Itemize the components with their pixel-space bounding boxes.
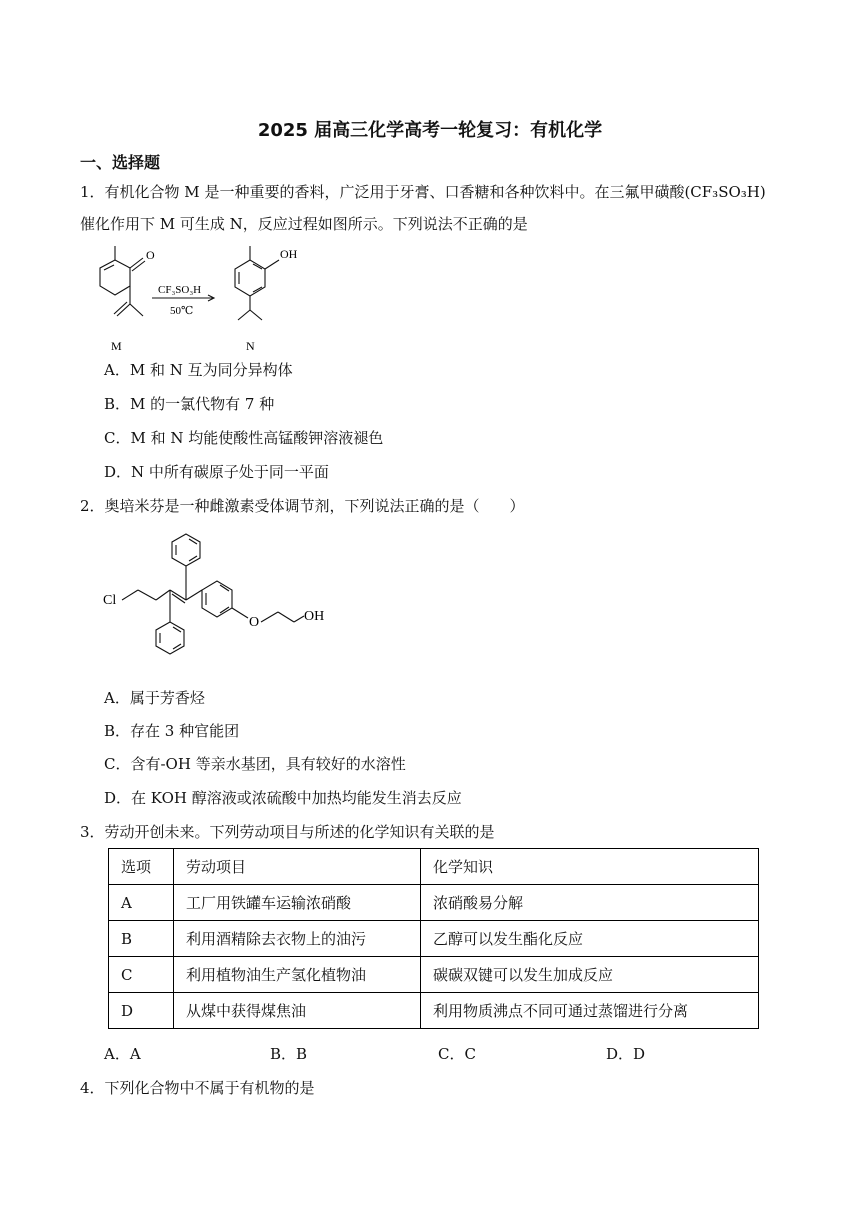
q2-option-c[interactable]: C．含有-OH 等亲水基团，具有较好的水溶性 (104, 755, 406, 773)
table-cell: A (109, 885, 174, 921)
n-oh-bond (265, 260, 279, 269)
q2-option-a[interactable]: A．属于芳香烃 (104, 689, 205, 707)
n-oh-label: OH (280, 247, 298, 261)
table-cell: 利用酒精除去衣物上的油污 (174, 921, 421, 957)
table-cell: 碳碳双键可以发生加成反应 (421, 957, 759, 993)
table-header-cell: 选项 (109, 849, 174, 885)
chain-bond (156, 590, 170, 600)
q1-stem-line1: 1．有机化合物 M 是一种重要的香料，广泛用于牙膏、口香糖和各种饮料中。在三氟甲磺酸(CF₃SO₃H) (80, 183, 766, 201)
q2-stem: 2．奥培米芬是一种雌激素受体调节剂，下列说法正确的是（ ） (80, 497, 525, 515)
n-label: N (246, 339, 255, 353)
q3-stem: 3．劳动开创未来。下列劳动项目与所述的化学知识有关联的是 (80, 823, 495, 841)
table-row (109, 885, 759, 921)
condition-label: 50℃ (170, 305, 194, 317)
chain-bond (138, 590, 156, 600)
q1-stem-line2: 催化作用下 M 可生成 N，反应过程如图所示。下列说法不正确的是 (80, 215, 528, 233)
section-heading: 一、选择题 (80, 153, 161, 172)
q3-answer-c[interactable]: C．C (438, 1045, 476, 1063)
q3-answer-a[interactable]: A．A (104, 1045, 141, 1063)
table-header-row (109, 849, 759, 885)
q1-option-b[interactable]: B．M 的一氯代物有 7 种 (104, 395, 275, 413)
m-double-bond (104, 265, 114, 270)
m-label: M (111, 339, 122, 353)
hydroxyl-label: OH (304, 609, 325, 624)
q4-stem: 4．下列化合物中不属于有机物的是 (80, 1079, 315, 1097)
table-row (109, 921, 759, 957)
n-isopropyl-branch (238, 310, 250, 320)
table-cell: C (109, 957, 174, 993)
q2-option-b[interactable]: B．存在 3 种官能团 (104, 722, 240, 740)
table-cell: 从煤中获得煤焦油 (174, 993, 421, 1029)
q2-option-d[interactable]: D．在 KOH 醇溶液或浓硫酸中加热均能发生消去反应 (104, 789, 462, 807)
q1-reaction-figure (90, 238, 330, 358)
m-oxygen-label: O (146, 248, 155, 262)
m-vinyl-methyl (130, 304, 143, 316)
q3-answer-d[interactable]: D．D (606, 1045, 646, 1063)
table-cell: 利用植物油生产氢化植物油 (174, 957, 421, 993)
table-cell: 利用物质沸点不同可通过蒸馏进行分离 (421, 993, 759, 1029)
table-cell: 浓硝酸易分解 (421, 885, 759, 921)
chlorine-label: Cl (103, 593, 117, 608)
ring-link (186, 590, 202, 600)
cl-bond (122, 590, 138, 600)
q3-table (108, 848, 759, 1029)
ether-bond (232, 608, 248, 618)
q2-structure-figure (98, 526, 338, 671)
ether-bond (261, 612, 278, 622)
table-header-cell: 劳动项目 (174, 849, 421, 885)
q1-option-d[interactable]: D．N 中所有碳原子处于同一平面 (104, 463, 329, 481)
table-row (109, 957, 759, 993)
m-carbonyl (130, 258, 143, 268)
n-isopropyl-branch (250, 310, 262, 320)
page-title: 2025 届高三化学高考一轮复习：有机化学 (257, 120, 603, 141)
table-cell: 乙醇可以发生酯化反应 (421, 921, 759, 957)
oh-bond (294, 616, 304, 622)
chain-bond (278, 612, 294, 622)
m-ring (100, 260, 130, 295)
table-row (109, 993, 759, 1029)
reagent-label: CF₃SO₃H (158, 284, 202, 296)
table-cell: B (109, 921, 174, 957)
m-carbonyl-double (132, 261, 145, 271)
q1-option-c[interactable]: C．M 和 N 均能使酸性高锰酸钾溶液褪色 (104, 429, 384, 447)
table-cell: 工厂用铁罐车运输浓硝酸 (174, 885, 421, 921)
table-cell: D (109, 993, 174, 1029)
table-header-cell: 化学知识 (421, 849, 759, 885)
ether-oxygen-label: O (249, 615, 260, 630)
q1-option-a[interactable]: A．M 和 N 互为同分异构体 (104, 361, 293, 379)
q3-answer-b[interactable]: B．B (270, 1045, 308, 1063)
